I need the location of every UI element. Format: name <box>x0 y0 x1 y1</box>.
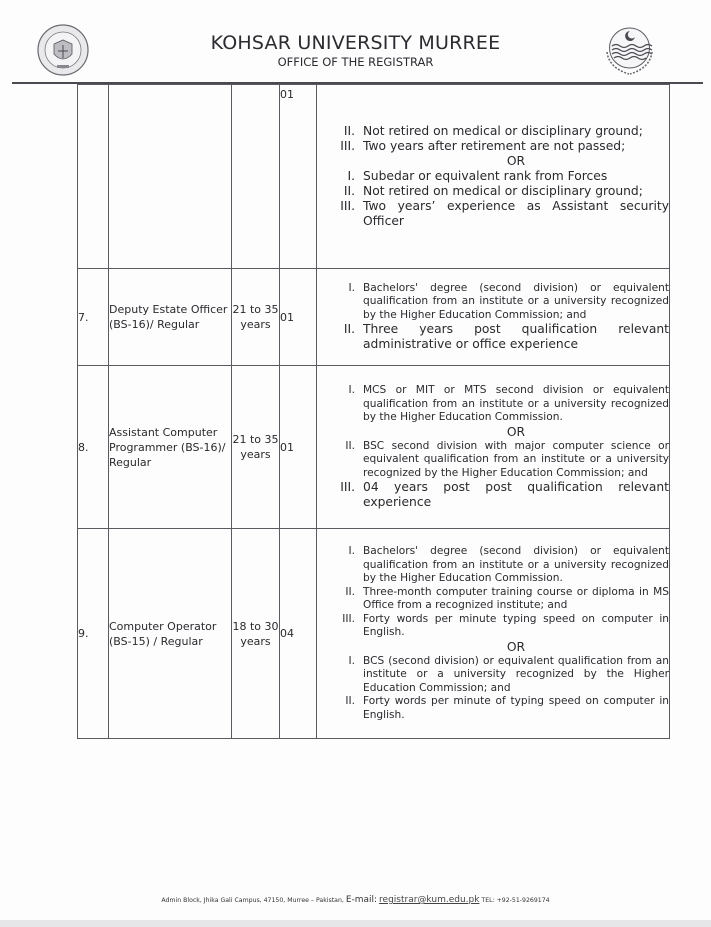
roman-numeral: I. <box>348 384 355 396</box>
qualification-item <box>317 545 669 586</box>
qualification-cell <box>317 366 670 529</box>
roman-numeral: II. <box>343 124 355 138</box>
serial-number-cell: 9. <box>78 529 109 739</box>
qualification-item <box>317 440 669 481</box>
qualification-text: Two years after retirement are not passed; <box>363 139 626 153</box>
qualification-item <box>317 184 669 199</box>
qualification-text: Two years’ experience as Assistant security Officer <box>363 199 669 228</box>
qualification-text: Subedar or equivalent rank from Forces <box>363 169 608 183</box>
qualification-cell <box>317 85 670 269</box>
footer-telephone: TEL: +92-51-9269174 <box>481 897 550 904</box>
roman-numeral: I. <box>348 654 355 667</box>
roman-numeral: III. <box>340 199 355 213</box>
roman-numeral: III. <box>340 139 355 153</box>
age-limit-cell: 21 to 35 years <box>232 366 280 529</box>
age-limit-cell: 18 to 30 years <box>232 529 280 739</box>
page-title: KOHSAR UNIVERSITY MURREE <box>210 32 501 54</box>
qualification-text: Bachelors' degree (second division) or equivalent qualification from an institute or a university recognized by the Higher Education Commission; and <box>363 281 669 321</box>
post-title-cell: Deputy Estate Officer (BS-16)/ Regular <box>109 269 232 366</box>
qualification-text: Bachelors' degree (second division) or equivalent qualification from an institute or a university recognized by the Higher Education Commission. <box>363 545 669 584</box>
qualification-text: Forty words per minute typing speed on computer in English. <box>363 612 669 638</box>
qualification-cell <box>317 529 670 739</box>
roman-numeral: I. <box>348 545 355 557</box>
qualification-item <box>317 480 669 510</box>
or-separator: OR <box>506 154 526 168</box>
qualification-text: MCS or MIT or MTS second division or equivalent qualification from an institute or a university recognized by the Higher Education Commission. <box>363 384 669 423</box>
roman-numeral: II. <box>343 322 355 337</box>
qualification-item <box>317 139 669 154</box>
post-count-cell: 01 <box>280 366 317 529</box>
footer-email-link[interactable]: registrar@kum.edu.pk <box>379 895 480 905</box>
qualification-item <box>317 384 669 425</box>
qualification-item <box>317 169 669 184</box>
footer-address: Admin Block, Jhika Gali Campus, 47150, Murree – Pakistan, <box>161 897 344 904</box>
qualification-text: 04 years post post qualification relevant experience <box>363 480 669 509</box>
roman-numeral: III. <box>342 612 355 625</box>
qualification-text: Not retired on medical or disciplinary ground; <box>363 124 643 138</box>
age-limit-cell <box>232 85 280 269</box>
qualification-text: BSC second division with major computer science or equivalent qualification from an institute or a university recognized by the Higher Education Commission; and <box>363 439 669 479</box>
qualification-text: Not retired on medical or disciplinary ground; <box>363 184 643 198</box>
roman-numeral: II. <box>345 695 355 707</box>
qualification-item <box>317 199 669 229</box>
serial-number-cell <box>78 85 109 269</box>
serial-number-cell: 7. <box>78 269 109 366</box>
qualification-item <box>317 655 669 696</box>
roman-numeral: II. <box>345 439 355 452</box>
post-count-cell: 04 <box>280 529 317 739</box>
or-separator: OR <box>506 639 526 654</box>
table-row <box>78 529 670 739</box>
footer-email-label: E-mail: <box>345 895 378 905</box>
roman-numeral: II. <box>345 585 355 598</box>
roman-numeral: I. <box>348 281 355 294</box>
qualification-item <box>317 586 669 613</box>
qualification-text: Three-month computer training course or diploma in MS Office from a recognized institute; and <box>363 585 669 611</box>
post-count-cell: 01 <box>280 269 317 366</box>
roman-numeral: I. <box>347 169 355 183</box>
table-row <box>78 269 670 366</box>
post-title-cell: Computer Operator (BS-15) / Regular <box>109 529 232 739</box>
qualification-text: BCS (second division) or equivalent qualification from an institute or a university recognized by the Higher Education Commission; and <box>363 654 669 694</box>
qualification-cell <box>317 269 670 366</box>
serial-number-cell: 8. <box>78 366 109 529</box>
qualification-item <box>317 613 669 640</box>
positions-table <box>77 84 670 739</box>
page-subtitle: OFFICE OF THE REGISTRAR <box>277 55 434 69</box>
roman-numeral: III. <box>340 480 355 494</box>
table-row <box>78 366 670 529</box>
qualification-item <box>317 282 669 323</box>
post-title-cell <box>109 85 232 269</box>
age-limit-cell: 21 to 35 years <box>232 269 280 366</box>
post-count-cell: 01 <box>280 85 317 269</box>
roman-numeral: II. <box>343 184 355 198</box>
page-bottom-edge <box>0 920 711 927</box>
post-title-cell: Assistant Computer Programmer (BS-16)/ Regular <box>109 366 232 529</box>
qualification-text: Forty words per minute of typing speed on computer in English. <box>363 695 669 721</box>
qualification-item <box>317 322 669 352</box>
or-separator: OR <box>506 424 526 439</box>
table-row <box>78 85 670 269</box>
qualification-item <box>317 695 669 722</box>
qualification-text: Three years post qualification relevant administrative or office experience <box>363 322 669 352</box>
page-footer <box>0 895 711 905</box>
qualification-item <box>317 124 669 139</box>
